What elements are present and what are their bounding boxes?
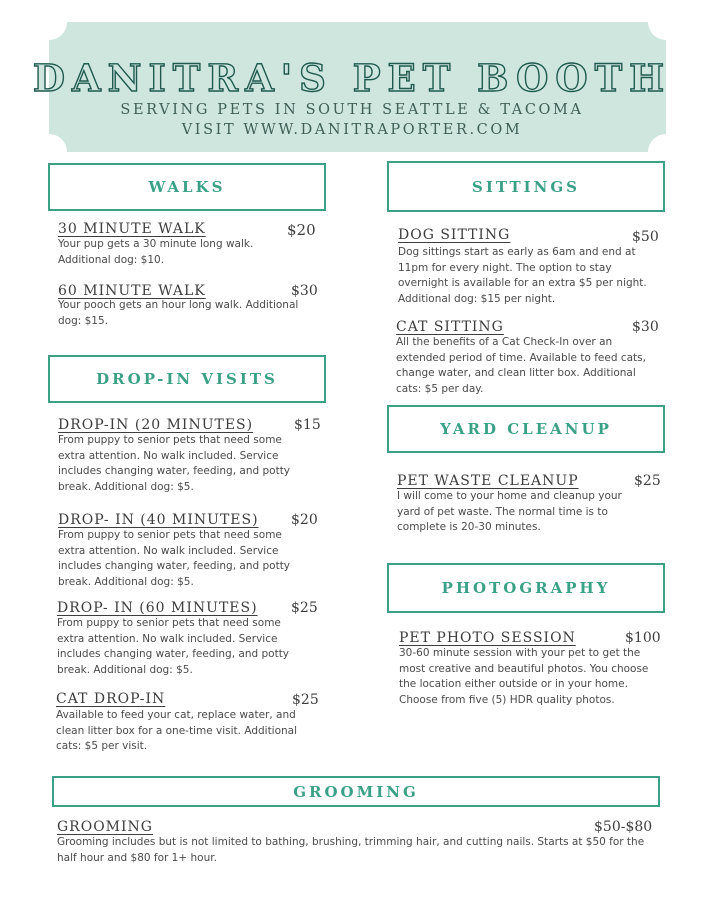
item-description: Your pup gets a 30 minute long walk. Additional dog: $10. bbox=[58, 238, 254, 266]
item-name: DROP-IN (20 MINUTES) bbox=[58, 417, 254, 433]
item-name: PET WASTE CLEANUP bbox=[397, 473, 579, 489]
item-description: Available to feed your cat, replace water, and clean litter box for a one-time visit. Additional cats: $5 per visit. bbox=[56, 709, 298, 752]
section-yard-cleanup: YARD CLEANUP bbox=[387, 405, 665, 453]
item-description: From puppy to senior pets that need some extra attention. No walk included. Service includes changing water, feeding, and potty break. Additional dog: $5. bbox=[58, 529, 291, 588]
item-price: $30 bbox=[632, 319, 659, 335]
item-price: $50 bbox=[632, 229, 659, 245]
section-walks: WALKS bbox=[48, 163, 326, 211]
item-name: PET PHOTO SESSION bbox=[399, 630, 576, 646]
website-link[interactable]: VISIT WWW.DANITRAPORTER.COM bbox=[181, 122, 523, 138]
item-price: $100 bbox=[625, 630, 661, 646]
banner-notch bbox=[31, 4, 67, 40]
item-description: Your pooch gets an hour long walk. Additional dog: $15. bbox=[58, 299, 299, 327]
banner-notch bbox=[648, 4, 684, 40]
item-price: $20 bbox=[291, 512, 318, 528]
item-description: From puppy to senior pets that need some extra attention. No walk included. Service includes changing water, feeding, and potty break. Additional dog: $5. bbox=[57, 617, 290, 676]
section-sittings: SITTINGS bbox=[387, 161, 665, 212]
item-price: $25 bbox=[634, 473, 661, 489]
item-price: $25 bbox=[291, 600, 318, 616]
section-grooming: GROOMING bbox=[52, 776, 660, 807]
item-name: CAT SITTING bbox=[396, 319, 504, 335]
item-description: 30-60 minute session with your pet to get the most creative and beautiful photos. You choose the location either outside or in your home. Choose from five (5) HDR quality photos. bbox=[399, 647, 649, 706]
item-name: CAT DROP-IN bbox=[56, 691, 166, 707]
item-name: 60 MINUTE WALK bbox=[58, 283, 206, 299]
subtitle: SERVING PETS IN SOUTH SEATTLE & TACOMA bbox=[120, 102, 584, 118]
item-price: $25 bbox=[292, 692, 319, 708]
item-price: $50-$80 bbox=[594, 819, 653, 835]
section-drop-in: DROP-IN VISITS bbox=[48, 355, 326, 403]
section-photography: PHOTOGRAPHY bbox=[387, 563, 665, 613]
item-description: All the benefits of a Cat Check-In over an extended period of time. Available to feed cats, change water, and clean litter box. Additional cats: $5 per day. bbox=[396, 336, 646, 395]
item-description: From puppy to senior pets that need some extra attention. No walk included. Service includes changing water, feeding, and potty break. Additional dog: $5. bbox=[58, 434, 291, 493]
item-price: $15 bbox=[294, 417, 321, 433]
item-description: Grooming includes but is not limited to bathing, brushing, trimming hair, and cutting nails. Starts at $50 for the half hour and $80 for 1+ hour. bbox=[57, 836, 645, 864]
item-price: $20 bbox=[287, 221, 316, 239]
page-title: DANITRA'S PET BOOTH bbox=[32, 56, 672, 100]
item-description: I will come to your home and cleanup your yard of pet waste. The normal time is to complete is 20-30 minutes. bbox=[397, 490, 622, 533]
item-name: DROP- IN (40 MINUTES) bbox=[58, 512, 259, 528]
item-name: DROP- IN (60 MINUTES) bbox=[57, 600, 258, 616]
item-price: $30 bbox=[291, 283, 318, 299]
item-description: Dog sittings start as early as 6am and end at 11pm for every night. The option to stay overnight is available for an extra $5 per night. Additional dog: $15 per night. bbox=[398, 246, 647, 305]
item-name: DOG SITTING bbox=[398, 227, 511, 243]
item-name: 30 MINUTE WALK bbox=[58, 221, 206, 237]
item-name: GROOMING bbox=[57, 819, 153, 835]
